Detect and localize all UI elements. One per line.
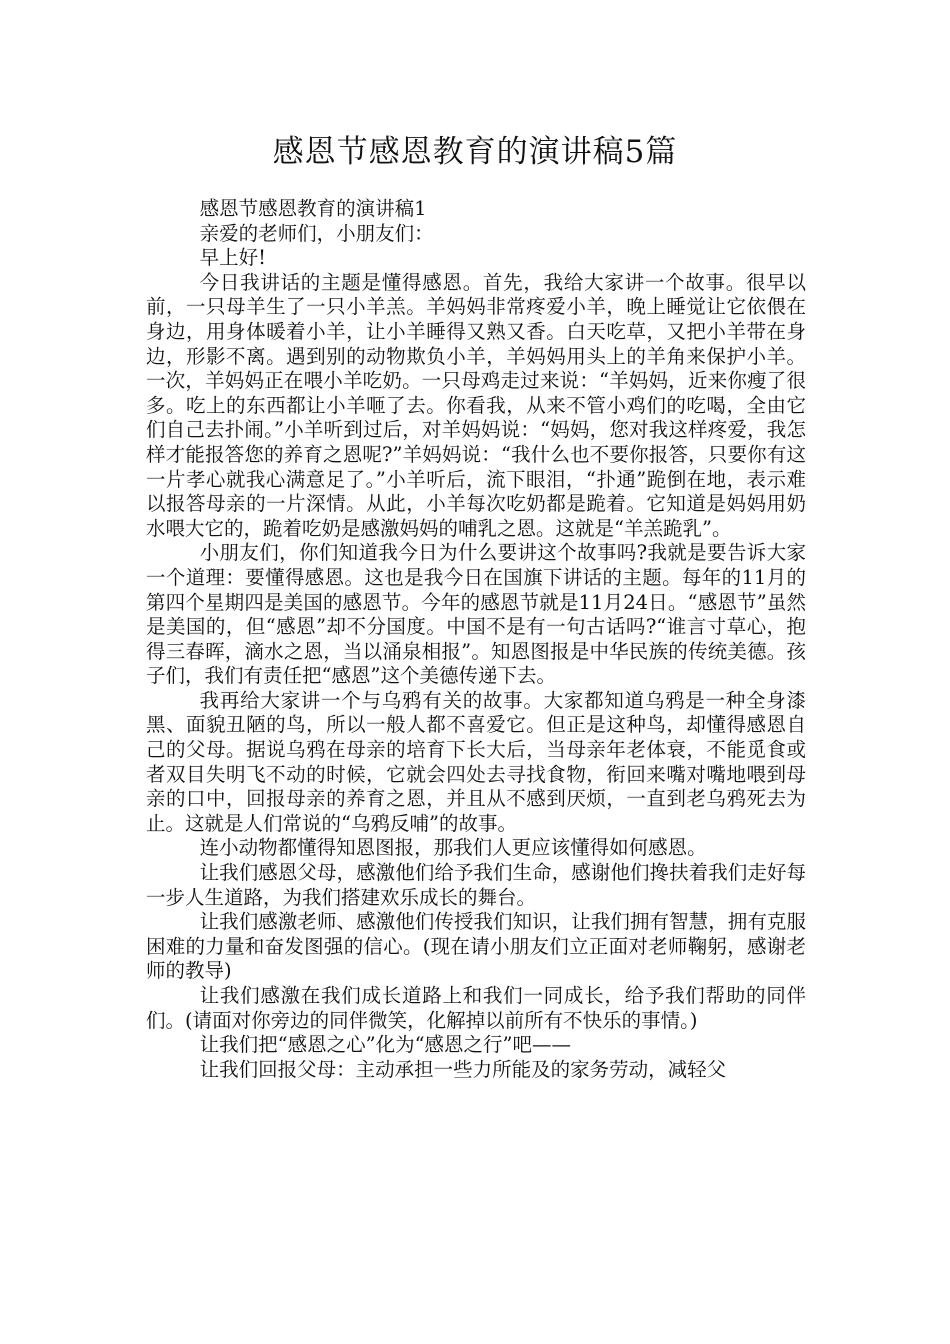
document-title: 感恩节感恩教育的演讲稿5篇 [272, 134, 678, 170]
document-body [146, 197, 806, 1082]
body-paragraph: 让我们把“感恩之心”化为“感恩之行”吧—— [199, 1033, 572, 1057]
body-paragraph: 小朋友们，你们知道我今日为什么要讲这个故事吗?我就是要告诉大家一个道理：要懂得感恩。这也是我今日在国旗下讲话的主题。每年的11月的第四个星期四是美国的感恩节。今年的感恩节就是11月24日。“感恩节”虽然是美国的，但“感恩”却不分国度。中国不是有一句古话吗?“谁言寸草心，抱得三春晖，滴水之恩，当以涌泉相报”。知恩图报是中华民族的传统美德。孩子们，我们有责任把“感恩”这个美德传递下去。 [146, 541, 806, 688]
body-paragraph: 今日我讲话的主题是懂得感恩。首先，我给大家讲一个故事。很早以前，一只母羊生了一只小羊羔。羊妈妈非常疼爱小羊，晚上睡觉让它依偎在身边，用身体暖着小羊，让小羊睡得又熟又香。白天吃草，又把小羊带在身边，形影不离。遇到别的动物欺负小羊，羊妈妈用头上的羊角来保护小羊。一次，羊妈妈正在喂小羊吃奶。一只母鸡走过来说：“羊妈妈，近来你瘦了很多。吃上的东西都让小羊咂了去。你看我，从来不管小鸡们的吃喝，全由它们自己去扑闹。”小羊听到过后，对羊妈妈说：“妈妈，您对我这样疼爱，我怎样才能报答您的养育之恩呢?”羊妈妈说：“我什么也不要你报答，只要你有这一片孝心就我心满意足了。”小羊听后，流下眼泪，“扑通”跪倒在地，表示难以报答母亲的一片深情。从此，小羊每次吃奶都是跪着。它知道是妈妈用奶水喂大它的，跪着吃奶是感激妈妈的哺乳之恩。这就是“羊羔跪乳”。 [146, 270, 806, 540]
greeting: 早上好! [199, 246, 266, 270]
section-heading: 感恩节感恩教育的演讲稿1 [199, 197, 427, 220]
body-paragraph: 连小动物都懂得知恩图报，那我们人更应该懂得如何感恩。 [199, 836, 707, 860]
body-paragraph: 让我们感恩父母，感激他们给予我们生命，感谢他们搀扶着我们走好每一步人生道路，为我们搭建欢乐成长的舞台。 [146, 861, 806, 909]
salutation: 亲爱的老师们，小朋友们： [199, 221, 434, 245]
body-paragraph: 让我们感激老师、感激他们传授我们知识，让我们拥有智慧，拥有克服困难的力量和奋发图强的信心。(现在请小朋友们立正面对老师鞠躬，感谢老师的教导) [146, 910, 806, 983]
body-paragraph: 让我们回报父母：主动承担一些力所能及的家务劳动，减轻父 [199, 1057, 727, 1081]
body-paragraph: 让我们感激在我们成长道路上和我们一同成长，给予我们帮助的同伴们。(请面对你旁边的同伴微笑，化解掉以前所有不快乐的事情。) [146, 984, 806, 1032]
body-paragraph: 我再给大家讲一个与乌鸦有关的故事。大家都知道乌鸦是一种全身漆黑、面貌丑陋的鸟，所以一般人都不喜爱它。但正是这种鸟，却懂得感恩自己的父母。据说乌鸦在母亲的培育下长大后，当母亲年老体衰，不能觅食或者双目失明飞不动的时候，它就会四处去寻找食物，衔回来嘴对嘴地喂到母亲的口中，回报母亲的养育之恩，并且从不感到厌烦，一直到老乌鸦死去为止。这就是人们常说的“乌鸦反哺”的故事。 [146, 688, 806, 835]
